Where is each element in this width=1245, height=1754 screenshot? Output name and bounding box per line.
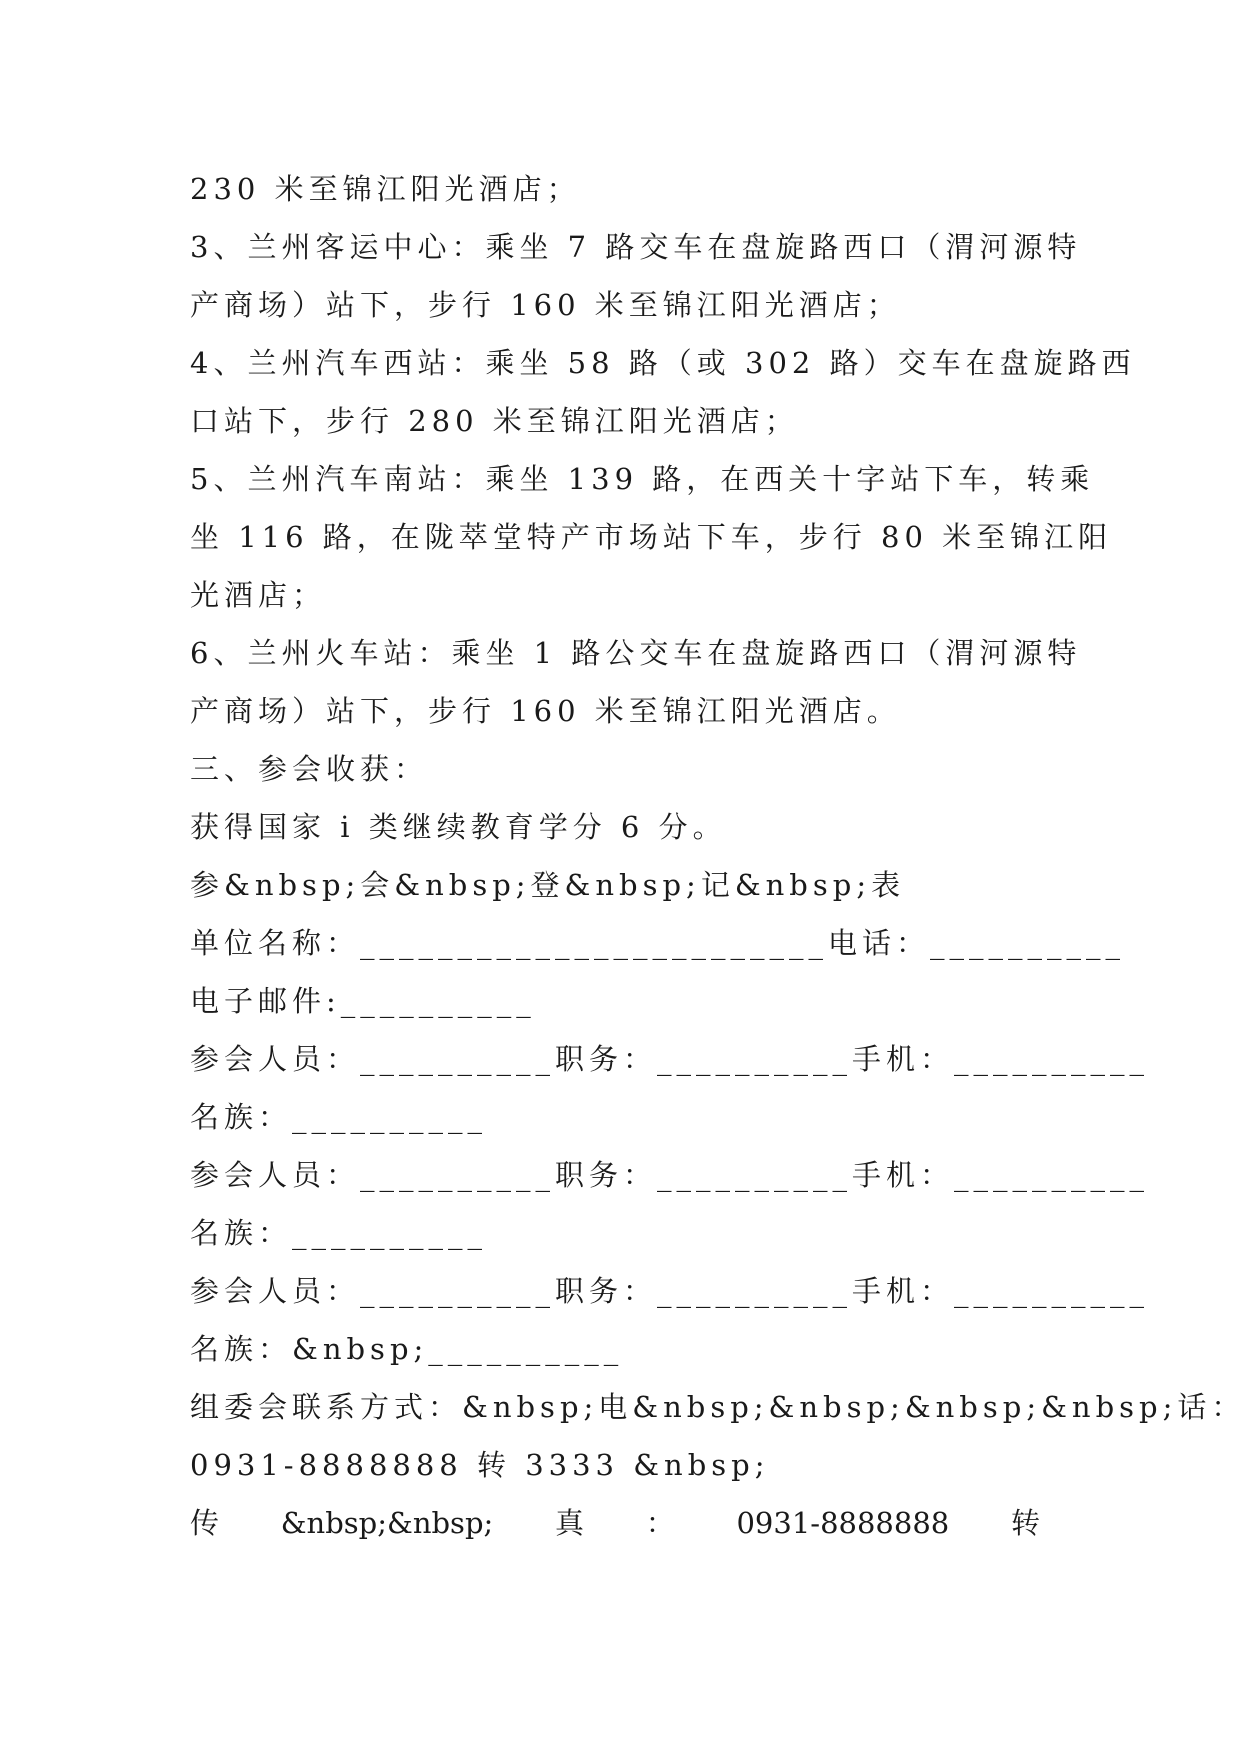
document-body (190, 160, 1245, 1552)
form-line-email: 电子邮件:__________ (190, 984, 536, 1018)
fax-label-part: 传 (190, 1506, 220, 1540)
text-line: 4、兰州汽车西站：乘坐 58 路（或 302 路）交车在盘旋路西 (190, 346, 1136, 380)
contact-phone-line: 0931-8888888 转 3333 &nbsp; (190, 1448, 770, 1482)
text-line: 6、兰州火车站：乘坐 1 路公交车在盘旋路西口（渭河源特 (190, 636, 1082, 670)
form-line-company: 单位名称：________________________电话：__________ (190, 926, 1126, 960)
text-line: 口站下，步行 280 米至锦江阳光酒店； (190, 404, 799, 438)
form-line-attendee: 参会人员：__________职务：__________手机：__________ (190, 1042, 1150, 1076)
form-line-attendee: 参会人员：__________职务：__________手机：__________ (190, 1158, 1150, 1192)
contact-line: 组委会联系方式：&nbsp;电&nbsp;&nbsp;&nbsp;&nbsp;话： (190, 1390, 1245, 1424)
text-line: 230 米至锦江阳光酒店； (190, 172, 581, 206)
fax-label-part: 转 (1010, 1506, 1040, 1540)
form-line-ethnicity: 名族：__________ (190, 1216, 488, 1250)
text-line: 5、兰州汽车南站：乘坐 139 路，在西关十字站下车，转乘 (190, 462, 1095, 496)
form-line-ethnicity: 名族：&nbsp;__________ (190, 1332, 624, 1366)
form-line-ethnicity: 名族：__________ (190, 1100, 488, 1134)
form-title: 参&nbsp;会&nbsp;登&nbsp;记&nbsp;表 (190, 868, 906, 902)
form-line-attendee: 参会人员：__________职务：__________手机：__________ (190, 1274, 1150, 1308)
text-line: 3、兰州客运中心：乘坐 7 路交车在盘旋路西口（渭河源特 (190, 230, 1082, 264)
fax-label-part: ： (645, 1506, 675, 1540)
text-line: 产商场）站下，步行 160 米至锦江阳光酒店； (190, 288, 901, 322)
fax-number: 0931-8888888 (736, 1506, 950, 1540)
text-line: 获得国家 i 类继续教育学分 6 分。 (190, 810, 727, 844)
text-line: 坐 116 路，在陇萃堂特产市场站下车，步行 80 米至锦江阳 (190, 520, 1113, 554)
text-line: 产商场）站下，步行 160 米至锦江阳光酒店。 (190, 694, 901, 728)
fax-label-part: &nbsp;&nbsp; (280, 1506, 494, 1540)
text-line: 光酒店； (190, 578, 327, 612)
contact-fax-line (190, 1494, 1040, 1552)
section-heading: 三、参会收获： (190, 752, 429, 786)
fax-label-part: 真 (555, 1506, 585, 1540)
